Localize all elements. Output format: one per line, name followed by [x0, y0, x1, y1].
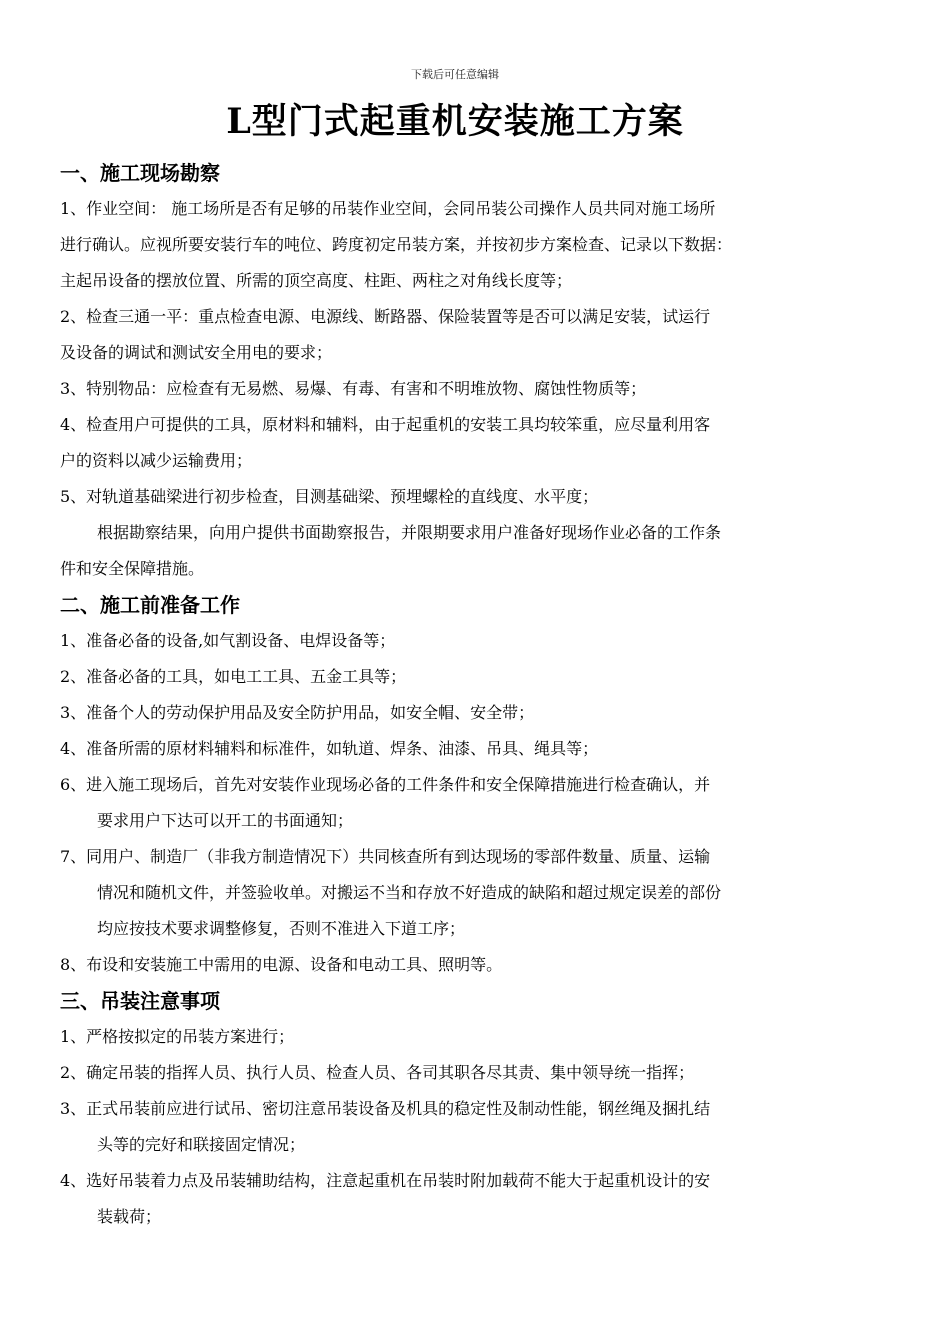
paragraph-line: 件和安全保障措施。: [60, 559, 205, 578]
section-1: [60, 155, 860, 587]
paragraph-line: 装载荷；: [97, 1207, 162, 1226]
paragraph-line: 3、正式吊装前应进行试吊、密切注意吊装设备及机具的稳定性及制动性能，钢丝绳及捆扎结: [60, 1099, 711, 1118]
section-2: [60, 587, 860, 983]
paragraph-line: 头等的完好和联接固定情况；: [97, 1135, 306, 1154]
paragraph-line: 3、准备个人的劳动保护用品及安全防护用品，如安全帽、安全带；: [60, 703, 535, 722]
paragraph-line: 6、进入施工现场后，首先对安装作业现场必备的工件条件和安全保障措施进行检查确认，并: [60, 775, 711, 794]
section-heading: 一、施工现场勘察: [60, 161, 220, 185]
paragraph-line: 2、准备必备的工具，如电工工具、五金工具等；: [60, 667, 407, 686]
paragraph-line: 1、作业空间： 施工场所是否有足够的吊装作业空间，会同吊装公司操作人员共同对施工场所: [60, 199, 716, 218]
paragraph-line: 1、准备必备的设备,如气割设备、电焊设备等；: [60, 631, 396, 650]
section-heading: 三、吊装注意事项: [60, 989, 220, 1013]
paragraph-line: 1、严格按拟定的吊装方案进行；: [60, 1027, 295, 1046]
paragraph-line: 及设备的调试和测试安全用电的要求；: [60, 343, 333, 362]
paragraph-line: 情况和随机文件，并签验收单。对搬运不当和存放不好造成的缺陷和超过规定误差的部份: [97, 883, 722, 902]
paragraph-line: 根据勘察结果，向用户提供书面勘察报告，并限期要求用户准备好现场作业必备的工作条: [97, 523, 722, 542]
document-title: L型门式起重机安装施工方案: [226, 101, 684, 142]
paragraph-line: 8、布设和安装施工中需用的电源、设备和电动工具、照明等。: [60, 955, 503, 974]
paragraph-line: 2、检查三通一平：重点检查电源、电源线、断路器、保险装置等是否可以满足安装，试运行: [60, 307, 711, 326]
paragraph-line: 4、检查用户可提供的工具，原材料和辅料，由于起重机的安装工具均较笨重，应尽量利用客: [60, 415, 711, 434]
paragraph-line: 4、选好吊装着力点及吊装辅助结构，注意起重机在吊装时附加载荷不能大于起重机设计的安: [60, 1171, 711, 1190]
document-body: [60, 155, 860, 1235]
header-note: 下载后可任意编辑: [411, 68, 499, 81]
paragraph-line: 主起吊设备的摆放位置、所需的顶空高度、柱距、两柱之对角线长度等；: [60, 271, 573, 290]
section-3: [60, 983, 860, 1235]
paragraph-line: 5、对轨道基础梁进行初步检查，目测基础梁、预埋螺栓的直线度、水平度；: [60, 487, 599, 506]
paragraph-line: 要求用户下达可以开工的书面通知；: [97, 811, 354, 830]
paragraph-line: 3、特别物品：应检查有无易燃、易爆、有毒、有害和不明堆放物、腐蚀性物质等；: [60, 379, 647, 398]
paragraph-line: 均应按技术要求调整修复，否则不准进入下道工序；: [97, 919, 466, 938]
paragraph-line: 进行确认。应视所要安装行车的吨位、跨度初定吊装方案，并按初步方案检查、记录以下数据：: [60, 235, 733, 254]
paragraph-line: 2、确定吊装的指挥人员、执行人员、检查人员、各司其职各尽其责、集中领导统一指挥；: [60, 1063, 695, 1082]
paragraph-line: 户的资料以减少运输费用；: [60, 451, 253, 470]
paragraph-line: 4、准备所需的原材料辅料和标准件，如轨道、焊条、油漆、吊具、绳具等；: [60, 739, 599, 758]
section-heading: 二、施工前准备工作: [60, 593, 240, 617]
paragraph-line: 7、同用户、制造厂（非我方制造情况下）共同核查所有到达现场的零部件数量、质量、运输: [60, 847, 711, 866]
